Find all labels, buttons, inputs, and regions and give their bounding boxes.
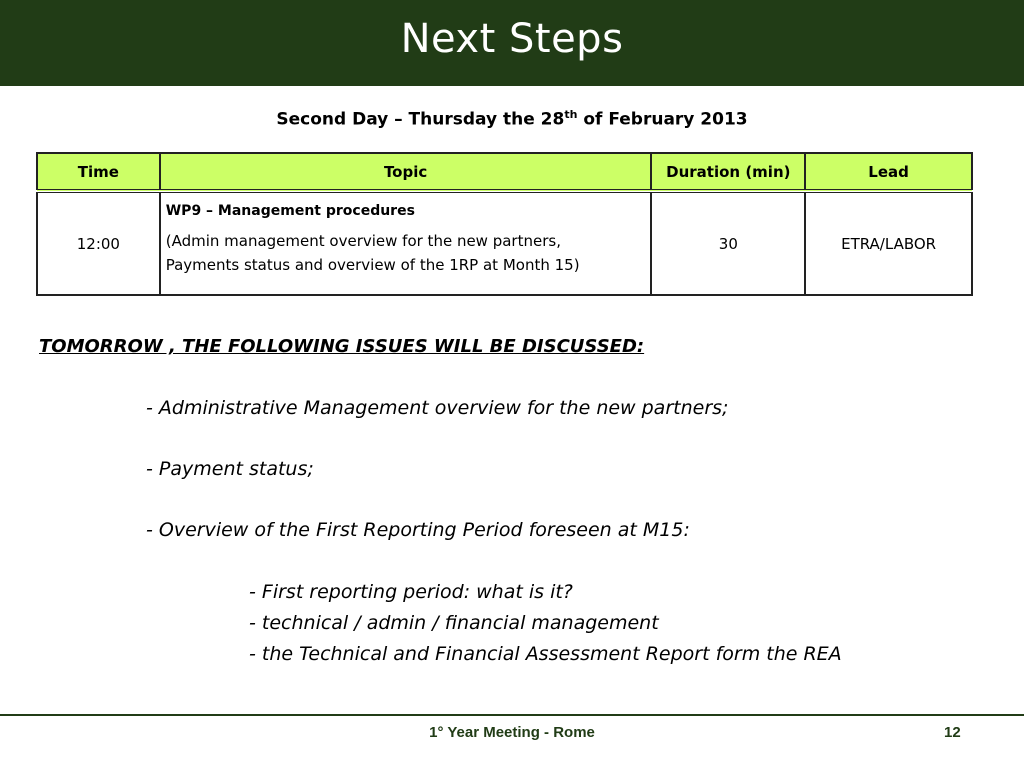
subtitle-superscript: th [564, 108, 578, 121]
cell-lead: ETRA/LABOR [805, 191, 972, 295]
header-lead: Lead [805, 153, 972, 191]
footer-text: 1° Year Meeting - Rome [429, 724, 595, 741]
subtitle-main: Second Day – Thursday the 28 [276, 109, 565, 130]
topic-desc-line1: (Admin management overview for the new partners, [165, 232, 561, 250]
issue-subitem: - the Technical and Financial Assessment Report form the REA [249, 643, 842, 665]
issue-item: - Payment status; [146, 458, 314, 480]
topic-desc-line2: Payments status and overview of the 1RP at Month 15) [165, 256, 580, 274]
header-topic: Topic [160, 153, 652, 191]
page-number: 12 [944, 724, 961, 741]
footer-divider [0, 714, 1024, 716]
subtitle-tail: of February 2013 [577, 109, 748, 130]
header-time: Time [37, 153, 160, 191]
cell-topic [160, 191, 652, 295]
topic-description [166, 229, 646, 277]
table-header-row [37, 153, 972, 191]
schedule-table [36, 152, 973, 296]
table-row [37, 191, 972, 295]
slide-subtitle [0, 108, 1024, 130]
header-duration: Duration (min) [651, 153, 805, 191]
issue-subitem: - technical / admin / financial management [249, 612, 659, 634]
topic-title: WP9 – Management procedures [165, 203, 415, 219]
title-bar [0, 0, 1024, 86]
cell-time: 12:00 [37, 191, 160, 295]
cell-duration: 30 [651, 191, 805, 295]
issue-item: - Overview of the First Reporting Period foreseen at M15: [146, 519, 690, 541]
slide-title: Next Steps [400, 16, 624, 62]
issues-heading: TOMORROW , THE FOLLOWING ISSUES WILL BE DISCUSSED: [39, 336, 645, 357]
issue-subitem: - First reporting period: what is it? [249, 581, 573, 603]
issue-item: - Administrative Management overview for the new partners; [146, 397, 729, 419]
